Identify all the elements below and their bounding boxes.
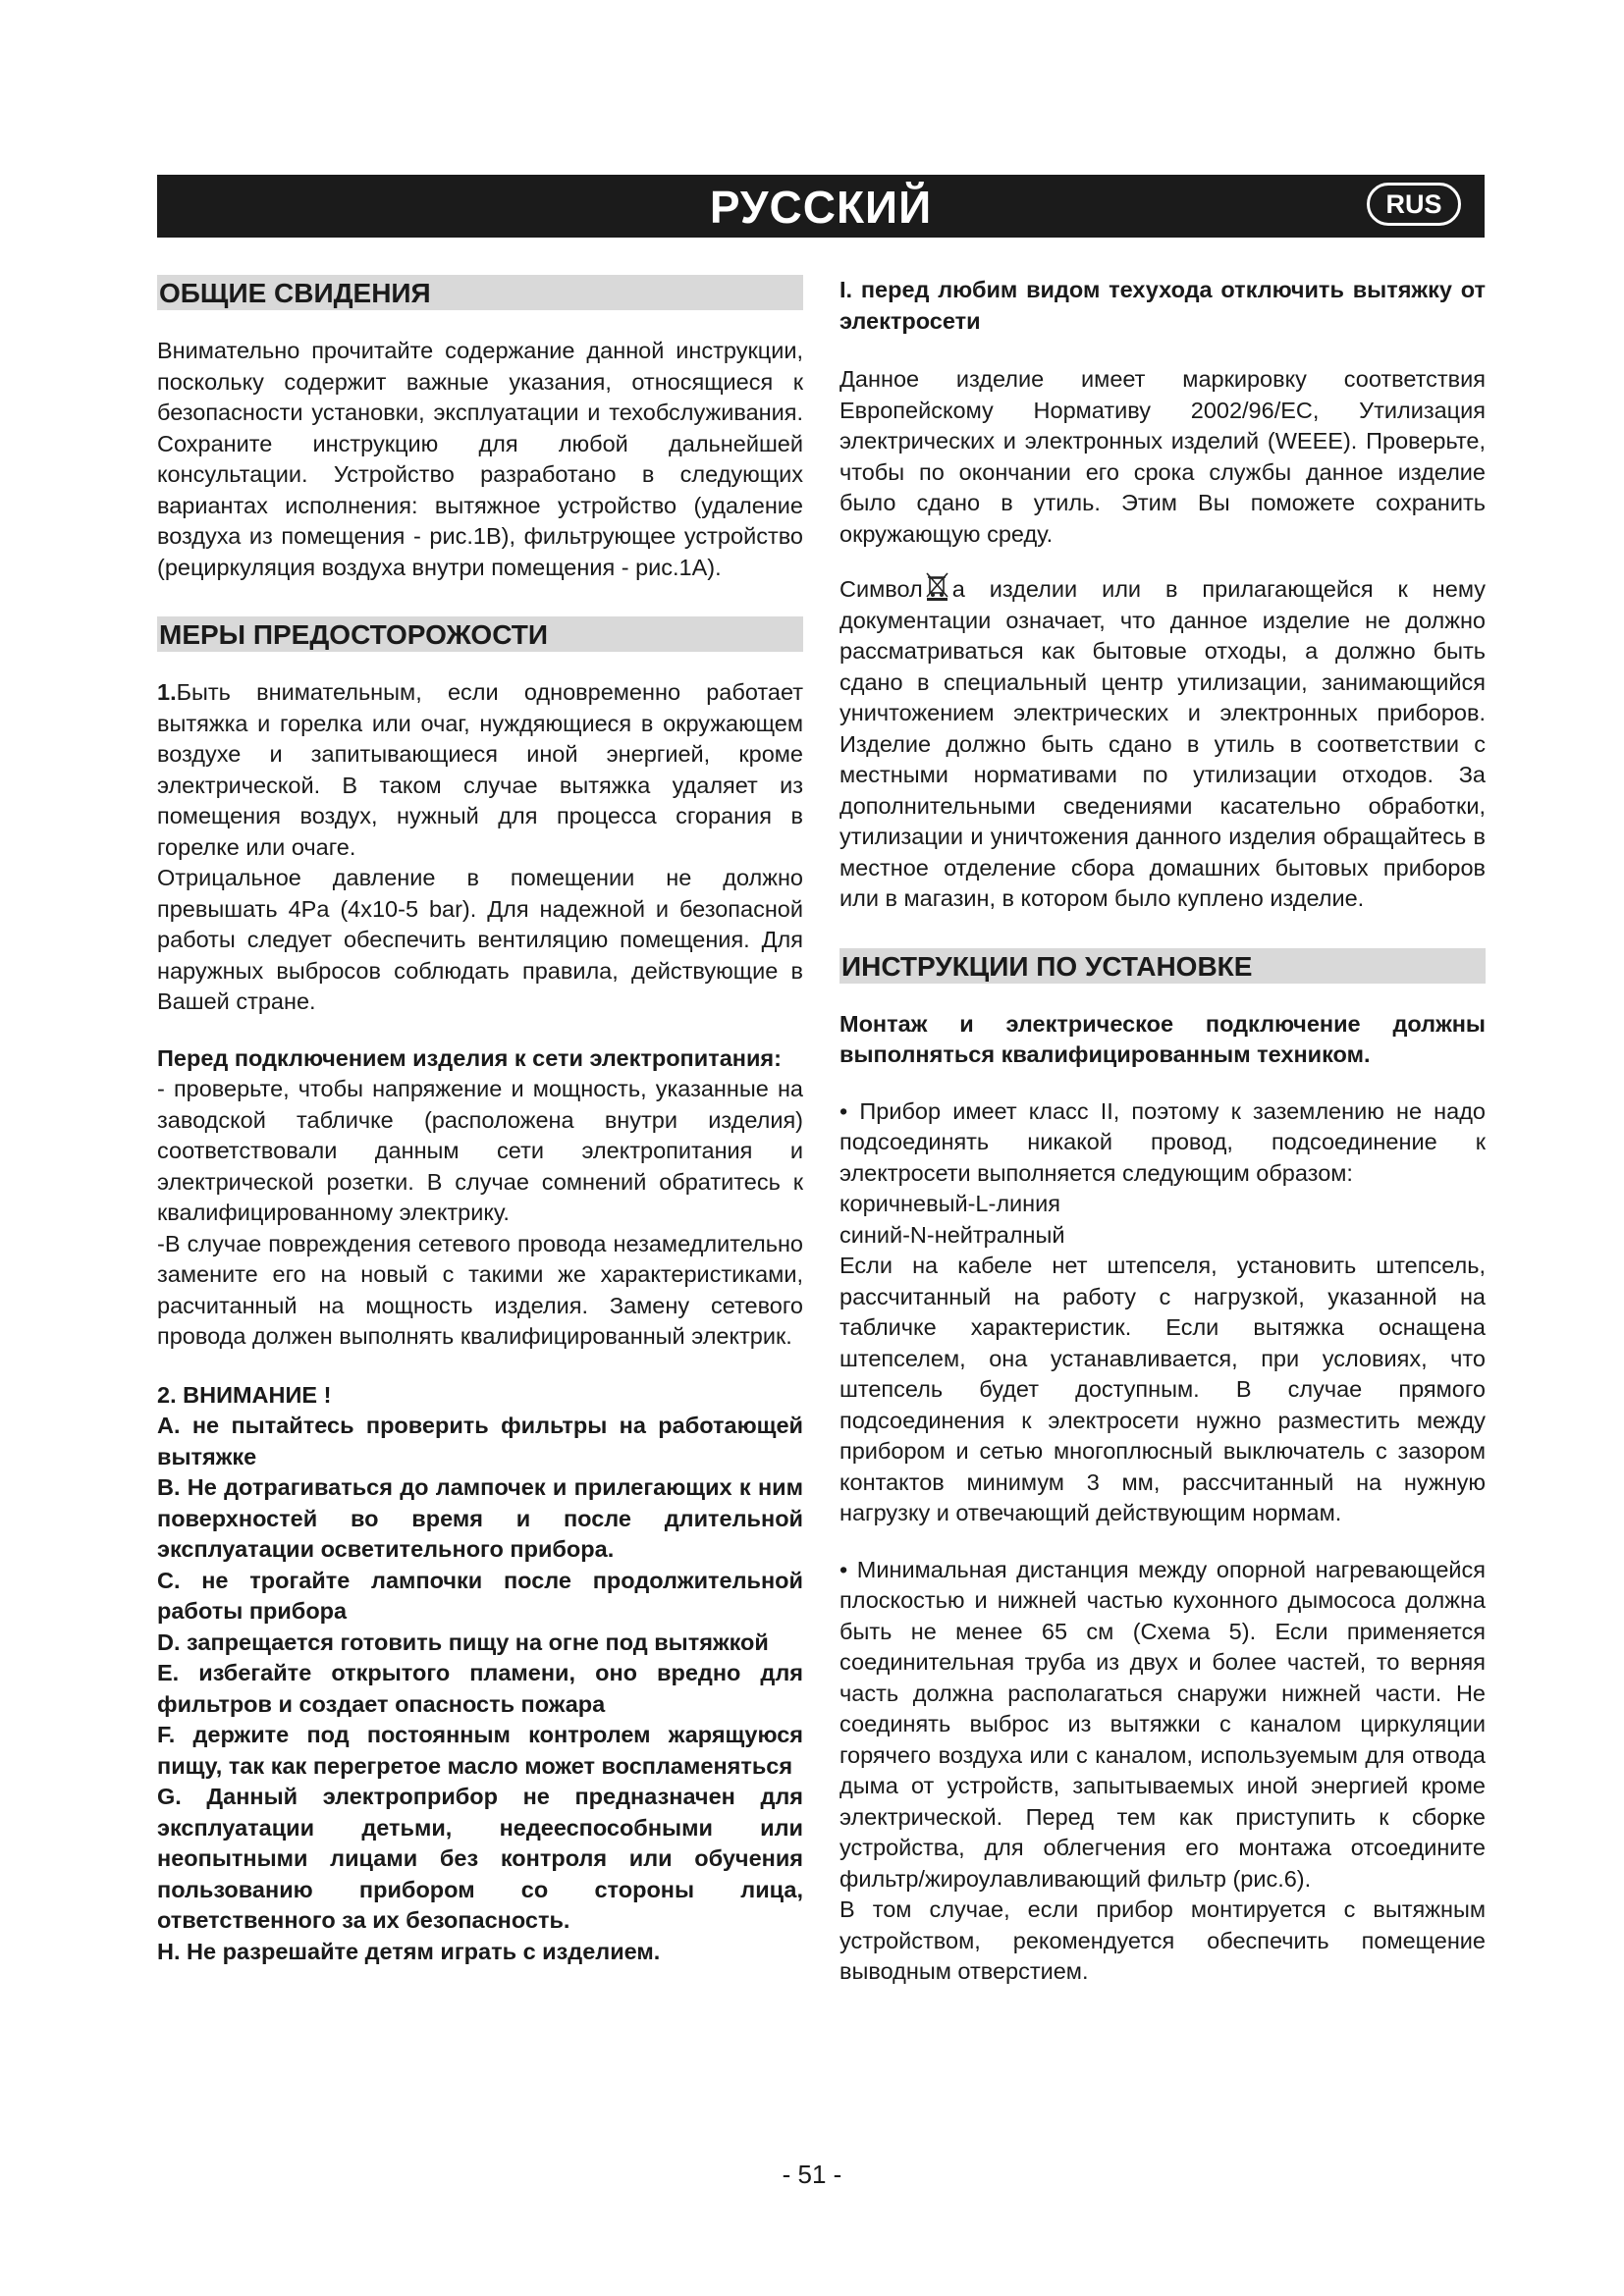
language-badge: RUS: [1367, 183, 1461, 226]
weee-marking-text: Данное изделие имеет маркировку соответствия Европейскому Нормативу 2002/96/EC, Утилизация электрических и электронных изделий (WEEE). Проверьте, чтобы по окончании его срока службы данное изделие было сдано в утиль. Этим Вы поможете сохранить окружающую среду.: [839, 366, 1486, 547]
attention-item-g: G. Данный электроприбор не предназначен для эксплуатации детьми, недееспособными или неопытными лицами без контроля или обучения пользованию прибором со стороны лица, ответственного за их безопасность.: [157, 1784, 803, 1933]
attention-item-e: E. избегайте открытого пламени, оно вредно для фильтров и создает опасность пожара: [157, 1660, 803, 1717]
attention-item-a: A. не пытайтесь проверить фильтры на работающей вытяжке: [157, 1413, 803, 1469]
before-connect-heading: Перед подключением изделия к сети электропитания:: [157, 1044, 782, 1071]
attention-item-f: F. держите под постоянным контролем жарящуюся пищу, так как перегретое масло может воспламеняться: [157, 1722, 803, 1779]
precaution-paragraph-1: [157, 677, 803, 863]
exhaust-opening-text: В том случае, если прибор монтируется с вытяжным устройством, рекомендуется обеспечить помещение выводным отверстием.: [839, 1896, 1486, 1984]
language-banner: [157, 175, 1485, 238]
section-heading-installation: ИНСТРУКЦИИ ПО УСТАНОВКЕ: [839, 948, 1486, 984]
attention-item-b: B. Не дотрагиваться до лампочек и прилегающих к ним поверхностей во время и после длительной эксплуатации осветительного прибора.: [157, 1474, 803, 1562]
minimum-distance-text: • Минимальная дистанция между опорной нагревающейся плоскостью и нижней частью кухонного дымососа должна быть не менее 65 см (Схема 5). Если применяется соединительная труба из двух и более частей, то верняя часть должна располагаться снаружи нижней части. Не соединять выброс из вытяжки с каналом циркуляции горячего воздуха или с каналом, используемым для отвода дыма от устройств, запытываемых иной энергией кроме электрической. Перед тем как приступить к сборке устройства, для облегчения его монтажа отсоедините фильтр/жироулавливающий фильтр (рис.6).: [839, 1556, 1486, 1892]
qualified-technician-note: Монтаж и электрическое подключение должны выполняться квалифицированным техником.: [839, 1010, 1486, 1067]
wire-blue-neutral: синий-N-нейтралный: [839, 1221, 1065, 1248]
precaution-paragraph-2: Отрицальное давление в помещении не должно превышать 4Pa (4x10-5 bar). Для надежной и безопасной работы следует обеспечить вентиляцию помещения. Для наружных выбросов соблюдать правила, действующие в Вашей стране.: [157, 865, 803, 1014]
weee-symbol-lead: Символ: [839, 576, 923, 602]
page-title: РУССКИЙ: [709, 182, 933, 233]
crossed-out-wheelie-bin-icon: [925, 571, 950, 601]
weee-symbol-paragraph: [839, 571, 1486, 915]
precaution-number: 1.: [157, 679, 177, 705]
page-number: - 51 -: [782, 2160, 842, 2189]
disconnect-warning: I. перед любим видом техухода отключить вытяжку от электросети: [839, 277, 1486, 334]
wire-brown-line: коричневый-L-линия: [839, 1191, 1060, 1216]
voltage-check-text: - проверьте, чтобы напряжение и мощность, указанные на заводской табличке (расположена внутри изделия) соответствовали данным сети электропитания и электрической розетки. В случае сомнений обратитесь к квалифицированному электрику.: [157, 1076, 803, 1225]
attention-item-h: H. Не разрешайте детям играть с изделием.: [157, 1938, 661, 1964]
weee-symbol-text: а изделии или в прилагающейся к нему документации означает, что данное изделие не должно рассматриваться как бытовые отходы, а должно быть сдано в специальный центр утилизации, занимающийся уничтожением электрических и электронных приборов. Изделие должно быть сдано в утиль в соответствии с местными нормативами по утилизации отходов. За дополнительными сведениями касательно обработки, утилизации и уничтожения данного изделия обращайтесь в местное отделение сбора домашних бытовых приборов или в магазин, в котором было куплено изделие.: [839, 576, 1486, 911]
right-column: [839, 275, 1486, 1988]
general-info-text: Внимательно прочитайте содержание данной инструкции, поскольку содержит важные указания, относящиеся к безопасности установки, эксплуатации и техобслуживания. Сохраните инструкцию для любой дальнейшей консультации. Устройство разработано в следующих вариантах исполнения: вытяжное устройство (удаление воздуха из помещения - рис.1B), фильтрующее устройство (рециркуляция воздуха внутри помещения - рис.1A).: [157, 338, 803, 580]
attention-item-c: C. не трогайте лампочки после продолжительной работы прибора: [157, 1567, 803, 1624]
precaution-text-1: Быть внимательным, если одновременно работает вытяжка и горелка или очаг, нуждяющиеся в окружающем воздухе и запитывающиеся иной энергией, кроме электрической. В таком случае вытяжка удаляет из помещения воздух, нужный для процесса сгорания в горелке или очаге.: [157, 679, 803, 860]
plug-instructions: Если на кабеле нет штепселя, установить штепсель, рассчитанный на работу с нагрузкой, указанной на табличке характеристик. Если вытяжка оснащена штепселем, она устанавливается, при условиях, что штепсель будет доступным. В случае прямого подсоединения к электросети нужно разместить между прибором и сетью многоплюсный выключатель с зазором контактов минимум 3 мм, рассчитанный на нужную нагрузку и отвечающий действующим нормам.: [839, 1253, 1486, 1525]
attention-heading: 2. ВНИМАНИЕ !: [157, 1381, 332, 1408]
class-ii-text: • Прибор имеет класс II, поэтому к заземлению не надо подсоединять никакой провод, подсоединение к электросети выполняется следующим образом:: [839, 1097, 1486, 1186]
section-heading-general: ОБЩИЕ СВИДЕНИЯ: [157, 275, 803, 310]
left-column: [157, 275, 803, 1967]
cable-replacement-text: -В случае повреждения сетевого провода незамедлительно замените его на новый с такими же характеристиками, расчитанный на мощность изделия. Замену сетевого провода должен выполнять квалифицированный электрик.: [157, 1230, 803, 1349]
attention-item-d: D. запрещается готовить пищу на огне под вытяжкой: [157, 1629, 769, 1655]
section-heading-precautions: МЕРЫ ПРЕДОСТОРОЖОСТИ: [157, 616, 803, 652]
